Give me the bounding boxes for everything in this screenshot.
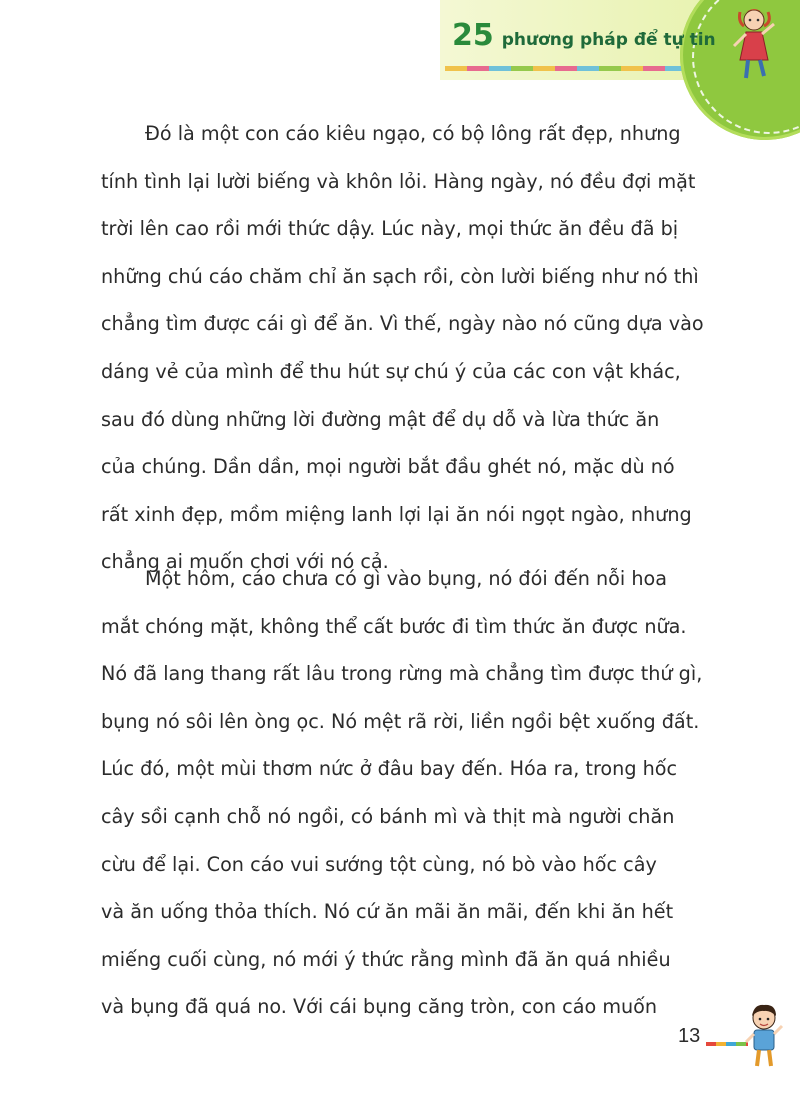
text-line: miếng cuối cùng, nó mới ý thức rằng mình đã ăn quá nhiều (101, 947, 671, 971)
text-line: dáng vẻ của mình để thu hút sự chú ý của các con vật khác, (101, 360, 681, 383)
text-line: chẳng tìm được cái gì để ăn. Vì thế, ngày nào nó cũng dựa vào (101, 312, 704, 336)
text-line: cừu để lại. Con cáo vui sướng tột cùng, nó bò vào hốc cây (101, 852, 657, 876)
page-number: 13 (678, 1025, 701, 1047)
header-number: 25 (452, 18, 494, 53)
text-line: những chú cáo chăm chỉ ăn sạch rồi, còn lười biếng như nó thì (101, 264, 699, 288)
text-line: chẳng ai muốn chơi với nó cả. (101, 550, 389, 574)
running-header (452, 18, 716, 58)
text-line: và ăn uống thỏa thích. Nó cứ ăn mãi ăn mãi, đến khi ăn hết (101, 900, 674, 924)
girl-illustration-icon (724, 4, 780, 84)
boy-illustration-icon (742, 1002, 786, 1070)
text-line: tính tình lại lười biếng và khôn lỏi. Hàng ngày, nó đều đợi mặt (101, 169, 696, 193)
text-line: Lúc đó, một mùi thơm nức ở đâu bay đến. Hóa ra, trong hốc (101, 757, 678, 781)
text-line: cây sồi cạnh chỗ nó ngồi, có bánh mì và thịt mà người chăn (101, 805, 675, 828)
text-line: Một hôm, cáo chưa có gì vào bụng, nó đói đến nỗi hoa (145, 567, 667, 590)
header-title: phương pháp để tự tin (501, 30, 716, 50)
text-line: và bụng đã quá no. Với cái bụng căng tròn, con cáo muốn (101, 995, 658, 1019)
text-line: của chúng. Dần dần, mọi người bắt đầu ghét nó, mặc dù nó (101, 455, 675, 479)
text-line: rất xinh đẹp, mồm miệng lanh lợi lại ăn nói ngọt ngào, nhưng (101, 502, 692, 526)
text-line: sau đó dùng những lời đường mật để dụ dỗ và lừa thức ăn (101, 407, 660, 431)
text-line: trời lên cao rồi mới thức dậy. Lúc này, mọi thức ăn đều đã bị (101, 217, 679, 241)
text-line: bụng nó sôi lên òng ọc. Nó mệt rã rời, liền ngồi bệt xuống đất. (101, 709, 700, 733)
text-line: Đó là một con cáo kiêu ngạo, có bộ lông rất đẹp, nhưng (145, 122, 681, 145)
text-line: mắt chóng mặt, không thể cất bước đi tìm thức ăn được nữa. (101, 614, 687, 638)
text-line: Nó đã lang thang rất lâu trong rừng mà chẳng tìm được thứ gì, (101, 662, 703, 686)
